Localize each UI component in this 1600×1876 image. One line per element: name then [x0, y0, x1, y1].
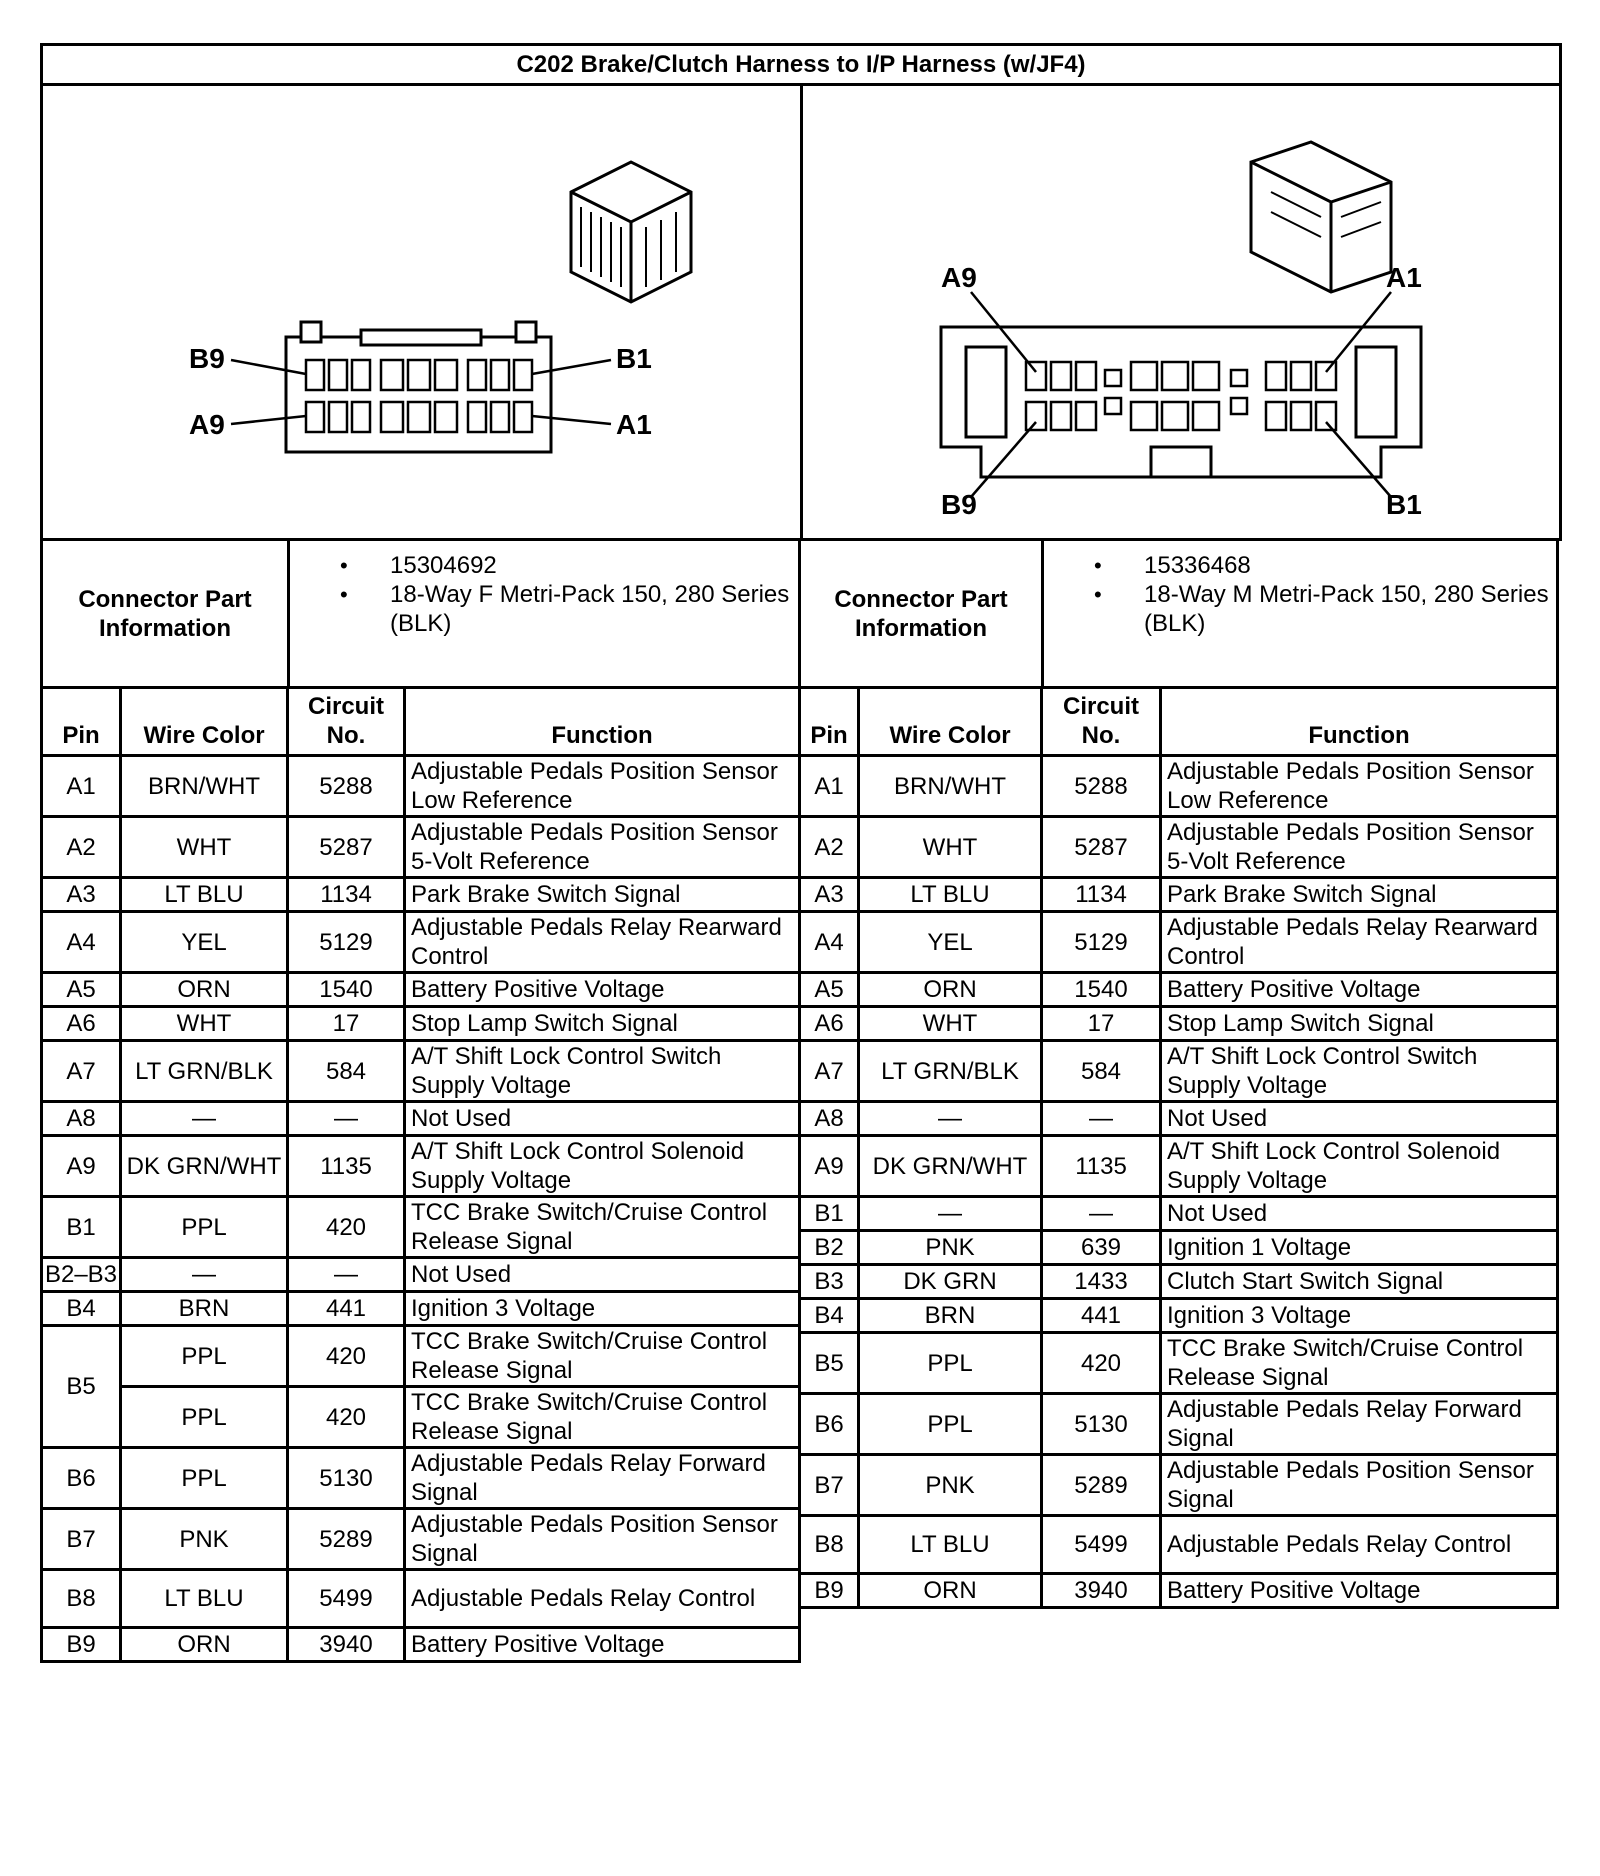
- left-cell-wire-color: PPL: [121, 1387, 288, 1448]
- left-cell-circuit: 17: [288, 1007, 405, 1041]
- right-header-circuit: Circuit No.: [1042, 688, 1161, 756]
- right-connector-panel: [801, 538, 1562, 1663]
- right-cell-function: Not Used: [1161, 1102, 1558, 1136]
- right-cell-function: Ignition 3 Voltage: [1161, 1299, 1558, 1333]
- left-cell-pin: B1: [42, 1197, 121, 1258]
- right-cell-function: Park Brake Switch Signal: [1161, 878, 1558, 912]
- table-row: [800, 973, 1558, 1007]
- right-cell-function: Clutch Start Switch Signal: [1161, 1265, 1558, 1299]
- male-connector-face: [941, 327, 1421, 477]
- left-label-top-left: B9: [189, 343, 226, 374]
- table-row: [800, 1333, 1558, 1394]
- left-cell-function: A/T Shift Lock Control Switch Supply Voltage: [405, 1041, 800, 1102]
- left-cell-wire-color: BRN: [121, 1292, 288, 1326]
- left-cell-pin: B9: [42, 1628, 121, 1662]
- right-cell-function: Adjustable Pedals Position Sensor 5-Volt Reference: [1161, 817, 1558, 878]
- right-cell-function: Battery Positive Voltage: [1161, 973, 1558, 1007]
- right-cell-function: Ignition 1 Voltage: [1161, 1231, 1558, 1265]
- female-connector-3d-icon: [571, 162, 691, 302]
- right-cell-pin: B2: [800, 1231, 859, 1265]
- right-cell-wire-color: WHT: [859, 1007, 1042, 1041]
- right-cell-function: A/T Shift Lock Control Solenoid Supply Voltage: [1161, 1136, 1558, 1197]
- right-cell-circuit: 441: [1042, 1299, 1161, 1333]
- table-row: [800, 756, 1558, 817]
- left-cell-wire-color: ORN: [121, 1628, 288, 1662]
- left-cell-function: Adjustable Pedals Position Sensor Signal: [405, 1509, 800, 1570]
- left-cell-circuit: 5129: [288, 912, 405, 973]
- left-cell-wire-color: PNK: [121, 1509, 288, 1570]
- left-cell-function: Adjustable Pedals Relay Rearward Control: [405, 912, 800, 973]
- right-cell-function: A/T Shift Lock Control Switch Supply Voltage: [1161, 1041, 1558, 1102]
- left-cell-circuit: 5130: [288, 1448, 405, 1509]
- right-info-label: [800, 540, 1043, 688]
- left-cell-pin: B7: [42, 1509, 121, 1570]
- right-cell-function: Adjustable Pedals Relay Forward Signal: [1161, 1394, 1558, 1455]
- left-connector-panel: [40, 538, 801, 1663]
- right-cell-wire-color: LT BLU: [859, 1516, 1042, 1574]
- right-label-top-left: A9: [940, 262, 977, 293]
- left-cell-pin: B8: [42, 1570, 121, 1628]
- left-cell-circuit: —: [288, 1258, 405, 1292]
- left-info-label-line1: Connector Part: [78, 585, 252, 613]
- right-cell-circuit: 5287: [1042, 817, 1161, 878]
- right-cell-wire-color: DK GRN/WHT: [859, 1136, 1042, 1197]
- right-cell-function: Adjustable Pedals Relay Control: [1161, 1516, 1558, 1574]
- left-connector-diagram: [42, 85, 802, 540]
- page-title: C202 Brake/Clutch Harness to I/P Harness (w/JF4): [42, 45, 1561, 85]
- right-cell-circuit: 3940: [1042, 1574, 1161, 1608]
- table-row: [800, 1455, 1558, 1516]
- left-cell-function: TCC Brake Switch/Cruise Control Release Signal: [405, 1326, 800, 1387]
- left-header-wire-color: Wire Color: [121, 688, 288, 756]
- right-cell-pin: A5: [800, 973, 859, 1007]
- right-description: • 18-Way M Metri-Pack 150, 280 Series (BLK): [1144, 580, 1550, 638]
- right-cell-function: Stop Lamp Switch Signal: [1161, 1007, 1558, 1041]
- right-cell-pin: A4: [800, 912, 859, 973]
- left-cell-wire-color: LT GRN/BLK: [121, 1041, 288, 1102]
- left-cell-circuit: 5287: [288, 817, 405, 878]
- table-row: [800, 1265, 1558, 1299]
- table-row: [42, 1197, 800, 1258]
- left-cell-wire-color: BRN/WHT: [121, 756, 288, 817]
- left-cell-wire-color: LT BLU: [121, 1570, 288, 1628]
- left-info-label: [42, 540, 289, 688]
- table-row: [42, 1448, 800, 1509]
- right-cell-pin: B5: [800, 1333, 859, 1394]
- right-cell-wire-color: PPL: [859, 1394, 1042, 1455]
- left-cell-function: Stop Lamp Switch Signal: [405, 1007, 800, 1041]
- left-cell-wire-color: PPL: [121, 1197, 288, 1258]
- table-row: [42, 912, 800, 973]
- left-cell-circuit: 441: [288, 1292, 405, 1326]
- left-cell-pin: B4: [42, 1292, 121, 1326]
- left-cell-wire-color: YEL: [121, 912, 288, 973]
- right-cell-circuit: 5129: [1042, 912, 1161, 973]
- right-cell-circuit: 1135: [1042, 1136, 1161, 1197]
- table-row: [42, 1326, 800, 1387]
- right-cell-wire-color: BRN: [859, 1299, 1042, 1333]
- right-cell-wire-color: LT BLU: [859, 878, 1042, 912]
- right-info-label-line1: Connector Part: [834, 585, 1008, 613]
- table-row: [800, 878, 1558, 912]
- left-cell-pin: B2–B3: [42, 1258, 121, 1292]
- left-cell-pin: A6: [42, 1007, 121, 1041]
- connector-details: [40, 538, 1562, 1663]
- table-row: [800, 1102, 1558, 1136]
- left-cell-circuit: —: [288, 1102, 405, 1136]
- table-row: [42, 1102, 800, 1136]
- left-cell-function: Not Used: [405, 1102, 800, 1136]
- left-part-number: • 15304692: [390, 551, 792, 580]
- right-cell-pin: A9: [800, 1136, 859, 1197]
- left-cell-wire-color: PPL: [121, 1326, 288, 1387]
- left-label-bottom-right: A1: [616, 409, 653, 440]
- right-cell-pin: B4: [800, 1299, 859, 1333]
- left-cell-circuit: 420: [288, 1326, 405, 1387]
- left-cell-function: TCC Brake Switch/Cruise Control Release Signal: [405, 1197, 800, 1258]
- left-cell-wire-color: —: [121, 1102, 288, 1136]
- table-row: [800, 1231, 1558, 1265]
- table-row: [800, 1136, 1558, 1197]
- left-header-pin: Pin: [42, 688, 121, 756]
- male-connector-3d-icon: [1251, 142, 1391, 292]
- right-cell-wire-color: —: [859, 1197, 1042, 1231]
- right-header-function: Function: [1161, 688, 1558, 756]
- left-cell-wire-color: WHT: [121, 1007, 288, 1041]
- right-info-table: [798, 538, 1559, 689]
- right-cell-circuit: 5130: [1042, 1394, 1161, 1455]
- right-cell-wire-color: —: [859, 1102, 1042, 1136]
- left-cell-pin: B6: [42, 1448, 121, 1509]
- male-connector-drawing: [831, 102, 1531, 522]
- right-cell-function: TCC Brake Switch/Cruise Control Release Signal: [1161, 1333, 1558, 1394]
- table-row: [800, 1197, 1558, 1231]
- right-cell-circuit: 5288: [1042, 756, 1161, 817]
- right-cell-circuit: 1134: [1042, 878, 1161, 912]
- table-row: [800, 1007, 1558, 1041]
- table-row: [42, 1628, 800, 1662]
- connector-sheet: [40, 43, 1562, 1663]
- left-cell-circuit: 420: [288, 1197, 405, 1258]
- right-cell-circuit: 639: [1042, 1231, 1161, 1265]
- table-row: [800, 1299, 1558, 1333]
- header-table: [40, 43, 1562, 541]
- table-row: [42, 756, 800, 817]
- right-cell-circuit: 1433: [1042, 1265, 1161, 1299]
- table-row: [42, 1041, 800, 1102]
- table-row: [42, 1292, 800, 1326]
- left-info-table: [40, 538, 801, 689]
- left-cell-function: Adjustable Pedals Relay Forward Signal: [405, 1448, 800, 1509]
- table-row: [42, 1007, 800, 1041]
- left-pin-table: [40, 686, 801, 1663]
- table-row: [800, 817, 1558, 878]
- right-pin-table: [798, 686, 1559, 1609]
- left-cell-circuit: 1540: [288, 973, 405, 1007]
- left-description: • 18-Way F Metri-Pack 150, 280 Series (BLK): [390, 580, 792, 638]
- right-cell-wire-color: BRN/WHT: [859, 756, 1042, 817]
- right-cell-circuit: 1540: [1042, 973, 1161, 1007]
- left-cell-wire-color: —: [121, 1258, 288, 1292]
- right-cell-pin: B3: [800, 1265, 859, 1299]
- right-cell-pin: B6: [800, 1394, 859, 1455]
- left-cell-circuit: 1134: [288, 878, 405, 912]
- right-cell-pin: A2: [800, 817, 859, 878]
- right-header-wire-color: Wire Color: [859, 688, 1042, 756]
- female-connector-face: [286, 322, 551, 452]
- right-cell-pin: A3: [800, 878, 859, 912]
- right-cell-circuit: 5289: [1042, 1455, 1161, 1516]
- table-row: [42, 1509, 800, 1570]
- table-row: [42, 1387, 800, 1448]
- right-cell-function: Adjustable Pedals Position Sensor Signal: [1161, 1455, 1558, 1516]
- right-cell-circuit: —: [1042, 1102, 1161, 1136]
- right-cell-function: Not Used: [1161, 1197, 1558, 1231]
- left-cell-circuit: 5499: [288, 1570, 405, 1628]
- table-row: [42, 1258, 800, 1292]
- right-cell-pin: B8: [800, 1516, 859, 1574]
- right-pin-rows: [800, 756, 1558, 1608]
- right-cell-pin: B1: [800, 1197, 859, 1231]
- left-cell-function: A/T Shift Lock Control Solenoid Supply Voltage: [405, 1136, 800, 1197]
- right-cell-wire-color: PNK: [859, 1455, 1042, 1516]
- right-cell-pin: A7: [800, 1041, 859, 1102]
- right-cell-function: Adjustable Pedals Position Sensor Low Reference: [1161, 756, 1558, 817]
- right-cell-pin: A8: [800, 1102, 859, 1136]
- right-connector-diagram: [801, 85, 1561, 540]
- right-header-pin: Pin: [800, 688, 859, 756]
- table-row: [800, 1574, 1558, 1608]
- left-info-label-line2: Information: [99, 614, 231, 642]
- right-cell-wire-color: ORN: [859, 1574, 1042, 1608]
- female-connector-drawing: [71, 102, 771, 522]
- right-cell-circuit: 420: [1042, 1333, 1161, 1394]
- right-cell-pin: A1: [800, 756, 859, 817]
- right-cell-circuit: 584: [1042, 1041, 1161, 1102]
- left-cell-pin: A9: [42, 1136, 121, 1197]
- right-part-number: • 15336468: [1144, 551, 1550, 580]
- left-cell-circuit: 5289: [288, 1509, 405, 1570]
- left-cell-pin: A7: [42, 1041, 121, 1102]
- left-cell-circuit: 5288: [288, 756, 405, 817]
- left-label-top-right: B1: [616, 343, 653, 374]
- left-cell-function: Not Used: [405, 1258, 800, 1292]
- left-cell-pin: A2: [42, 817, 121, 878]
- right-cell-pin: B9: [800, 1574, 859, 1608]
- left-cell-wire-color: WHT: [121, 817, 288, 878]
- left-header-function: Function: [405, 688, 800, 756]
- table-row: [42, 817, 800, 878]
- left-cell-pin: A1: [42, 756, 121, 817]
- right-info-label-line2: Information: [855, 614, 987, 642]
- right-cell-wire-color: PNK: [859, 1231, 1042, 1265]
- right-cell-pin: B7: [800, 1455, 859, 1516]
- right-label-top-right: A1: [1385, 262, 1422, 293]
- left-cell-circuit: 420: [288, 1387, 405, 1448]
- left-cell-function: TCC Brake Switch/Cruise Control Release Signal: [405, 1387, 800, 1448]
- left-cell-pin: A4: [42, 912, 121, 973]
- right-cell-wire-color: WHT: [859, 817, 1042, 878]
- right-table-header: [800, 688, 1558, 756]
- right-cell-wire-color: ORN: [859, 973, 1042, 1007]
- table-row: [42, 973, 800, 1007]
- left-cell-function: Adjustable Pedals Position Sensor Low Reference: [405, 756, 800, 817]
- right-cell-wire-color: DK GRN: [859, 1265, 1042, 1299]
- left-pin-rows: [42, 756, 800, 1662]
- right-cell-wire-color: PPL: [859, 1333, 1042, 1394]
- left-cell-function: Adjustable Pedals Position Sensor 5-Volt Reference: [405, 817, 800, 878]
- left-cell-function: Ignition 3 Voltage: [405, 1292, 800, 1326]
- right-cell-circuit: 5499: [1042, 1516, 1161, 1574]
- table-row: [800, 1516, 1558, 1574]
- table-row: [42, 878, 800, 912]
- left-cell-pin: A5: [42, 973, 121, 1007]
- left-cell-wire-color: PPL: [121, 1448, 288, 1509]
- left-cell-pin: B5: [42, 1326, 121, 1448]
- left-label-bottom-left: A9: [189, 409, 226, 440]
- right-cell-function: Adjustable Pedals Relay Rearward Control: [1161, 912, 1558, 973]
- table-row: [800, 1041, 1558, 1102]
- right-label-bottom-left: B9: [940, 489, 977, 520]
- right-cell-wire-color: LT GRN/BLK: [859, 1041, 1042, 1102]
- table-row: [42, 1570, 800, 1628]
- right-cell-circuit: 17: [1042, 1007, 1161, 1041]
- left-cell-function: Battery Positive Voltage: [405, 1628, 800, 1662]
- table-row: [800, 1394, 1558, 1455]
- right-cell-pin: A6: [800, 1007, 859, 1041]
- left-cell-circuit: 3940: [288, 1628, 405, 1662]
- left-cell-wire-color: LT BLU: [121, 878, 288, 912]
- right-info-body: [1043, 540, 1558, 688]
- left-cell-function: Battery Positive Voltage: [405, 973, 800, 1007]
- right-cell-circuit: —: [1042, 1197, 1161, 1231]
- right-cell-function: Battery Positive Voltage: [1161, 1574, 1558, 1608]
- left-cell-wire-color: DK GRN/WHT: [121, 1136, 288, 1197]
- left-cell-pin: A3: [42, 878, 121, 912]
- right-label-bottom-right: B1: [1385, 489, 1422, 520]
- left-cell-wire-color: ORN: [121, 973, 288, 1007]
- left-cell-circuit: 584: [288, 1041, 405, 1102]
- left-info-body: [289, 540, 800, 688]
- left-table-header: [42, 688, 800, 756]
- left-cell-function: Adjustable Pedals Relay Control: [405, 1570, 800, 1628]
- left-header-circuit: Circuit No.: [288, 688, 405, 756]
- table-row: [42, 1136, 800, 1197]
- right-cell-wire-color: YEL: [859, 912, 1042, 973]
- left-cell-circuit: 1135: [288, 1136, 405, 1197]
- table-row: [800, 912, 1558, 973]
- left-cell-pin: A8: [42, 1102, 121, 1136]
- left-cell-function: Park Brake Switch Signal: [405, 878, 800, 912]
